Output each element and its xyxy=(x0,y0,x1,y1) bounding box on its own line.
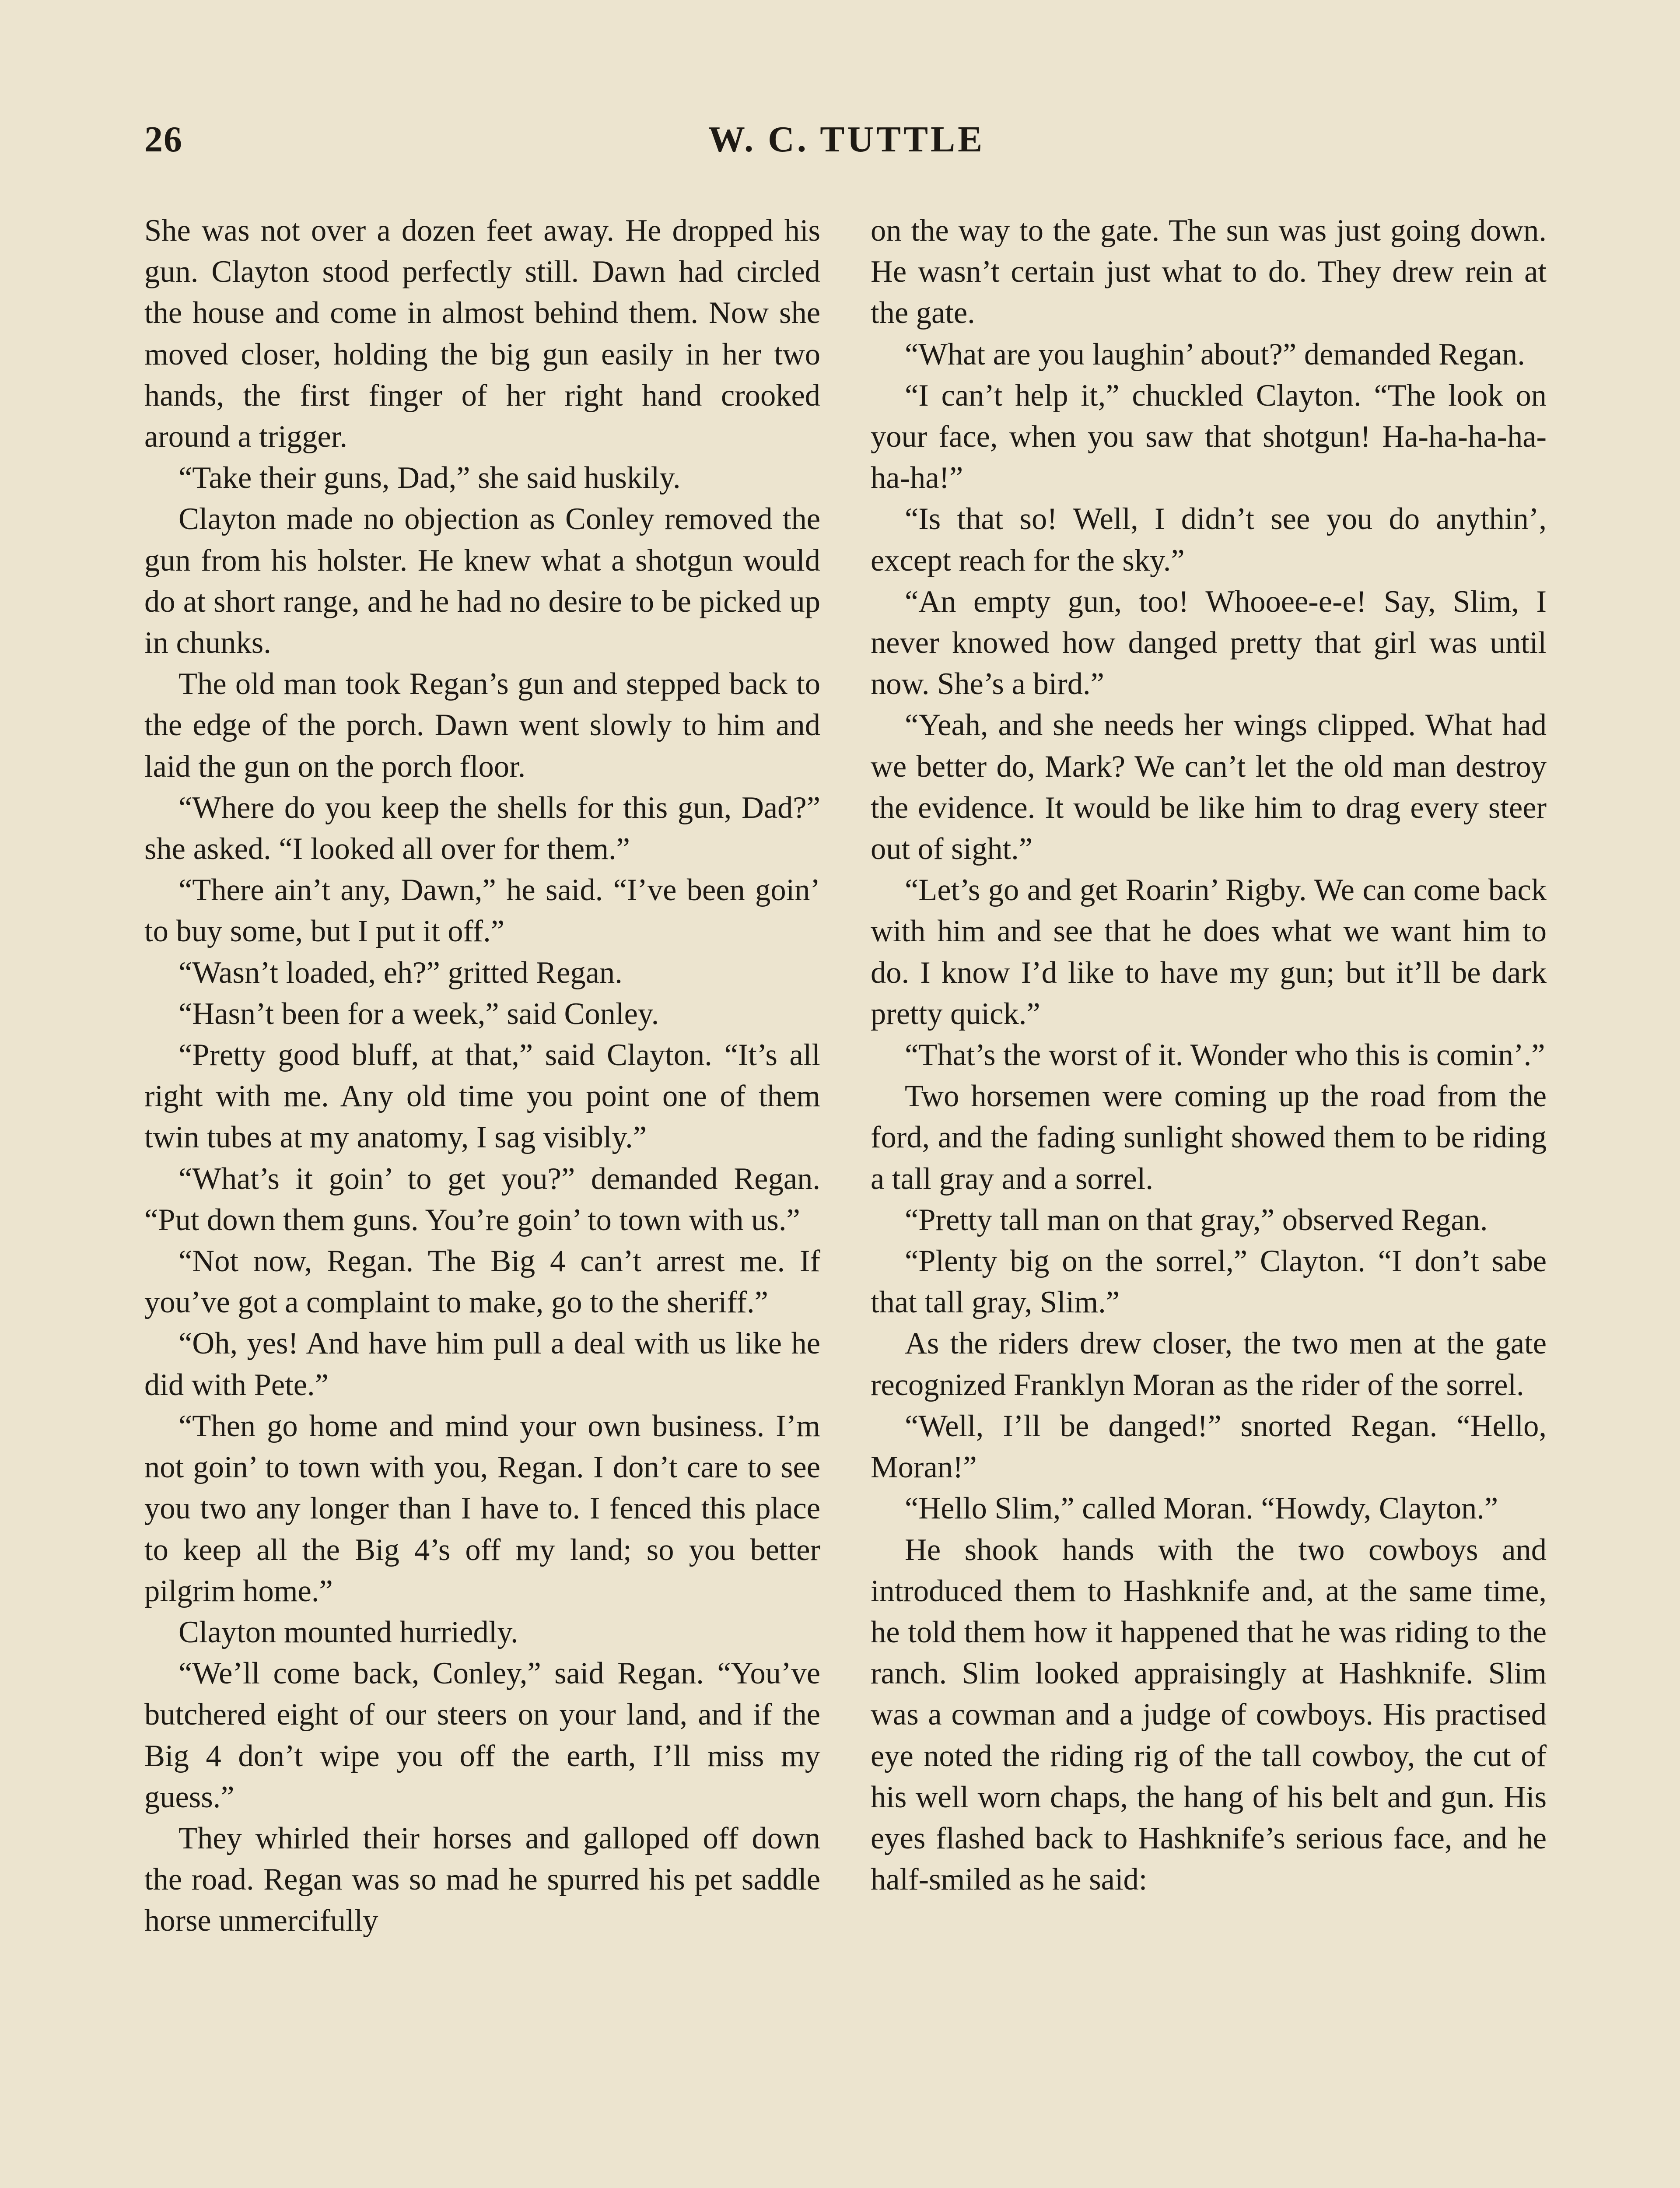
paragraph: on the way to the gate. The sun was just going down. He wasn’t certain just what to do. They drew rein at the gate. xyxy=(871,214,1547,330)
paragraph: “Plenty big on the sorrel,” Clayton. “I don’t sabe that tall gray, Slim.” xyxy=(871,1244,1547,1320)
paragraph: “Oh, yes! And have him pull a deal with us like he did with Pete.” xyxy=(144,1326,820,1402)
page-number: 26 xyxy=(144,119,183,160)
paragraph: He shook hands with the two cowboys and introduced them to Hashknife and, at the same time, he told them how it happened that he was riding to the ranch. Slim looked appraisingly at Hashknife. Slim was a cowman and a judge of cowboys. His practised eye noted the riding rig of the tall cowboy, the cut of his well worn chaps, the hang of his belt and gun. His eyes flashed back to Hashknife’s serious face, and he half-smiled as he said: xyxy=(871,1532,1547,1897)
paragraph: “There ain’t any, Dawn,” he said. “I’ve been goin’ to buy some, but I put it off.” xyxy=(144,873,820,949)
paragraph: “Yeah, and she needs her wings clipped. What had we better do, Mark? We can’t let the old man destroy the evidence. It would be like him to drag every steer out of sight.” xyxy=(871,708,1547,866)
paragraph: “Not now, Regan. The Big 4 can’t arrest me. If you’ve got a complaint to make, go to the sheriff.” xyxy=(144,1244,820,1320)
paragraph: “Hello Slim,” called Moran. “Howdy, Clayton.” xyxy=(905,1491,1498,1526)
paragraph: Two horsemen were coming up the road from the ford, and the fading sunlight showed them to be riding a tall gray and a sorrel. xyxy=(871,1079,1547,1196)
paragraph: “Take their guns, Dad,” she said huskily. xyxy=(178,461,681,495)
paragraph: “Hasn’t been for a week,” said Conley. xyxy=(178,996,659,1031)
left-column xyxy=(144,210,820,1942)
paragraph: The old man took Regan’s gun and stepped back to the edge of the porch. Dawn went slowly to him and laid the gun on the porch floor. xyxy=(144,667,820,784)
paragraph: “I can’t help it,” chuckled Clayton. “The look on your face, when you saw that shotgun! Ha-ha-ha-ha-ha-ha!” xyxy=(871,378,1547,495)
paragraph: “Well, I’ll be danged!” snorted Regan. “Hello, Moran!” xyxy=(871,1409,1547,1485)
paragraph: “Where do you keep the shells for this gun, Dad?” she asked. “I looked all over for them.” xyxy=(144,790,820,866)
paragraph: “We’ll come back, Conley,” said Regan. “You’ve butchered eight of our steers on your land, and if the Big 4 don’t wipe you off the earth, I’ll miss my guess.” xyxy=(144,1656,820,1814)
paragraph: “Is that so! Well, I didn’t see you do anythin’, except reach for the sky.” xyxy=(871,502,1547,578)
paragraph: “Pretty tall man on that gray,” observed Regan. xyxy=(905,1203,1488,1237)
paragraph: “An empty gun, too! Whooee-e-e! Say, Slim, I never knowed how danged pretty that girl was until now. She’s a bird.” xyxy=(871,584,1547,701)
paragraph: Clayton made no objection as Conley removed the gun from his holster. He knew what a shotgun would do at short range, and he had no desire to be picked up in chunks. xyxy=(144,502,820,660)
paragraph: “Then go home and mind your own business. I’m not goin’ to town with you, Regan. I don’t care to see you two any longer than I have to. I fenced this place to keep all the Big 4’s off my land; so you better pilgrim home.” xyxy=(144,1409,820,1608)
running-head: W. C. TUTTLE xyxy=(708,119,985,160)
paragraph: “What’s it goin’ to get you?” demanded Regan. “Put down them guns. You’re goin’ to town with us.” xyxy=(144,1161,820,1237)
paragraph: They whirled their horses and galloped off down the road. Regan was so mad he spurred his pet saddle horse unmercifully xyxy=(144,1821,820,1938)
paragraph: “Wasn’t loaded, eh?” gritted Regan. xyxy=(178,955,623,990)
paragraph: She was not over a dozen feet away. He dropped his gun. Clayton stood perfectly still. Dawn had circled the house and come in almost behind them. Now she moved closer, holding the big gun easily in her two hands, the first finger of her right hand crooked around a trigger. xyxy=(144,214,820,454)
paragraph: “Let’s go and get Roarin’ Rigby. We can come back with him and see that he does what we want him to do. I know I’d like to have my gun; but it’ll be dark pretty quick.” xyxy=(871,873,1547,1031)
page-header xyxy=(144,118,1549,166)
paragraph: As the riders drew closer, the two men at the gate recognized Franklyn Moran as the rider of the sorrel. xyxy=(871,1326,1547,1402)
right-column xyxy=(871,210,1547,1900)
paragraph: “That’s the worst of it. Wonder who this is comin’.” xyxy=(905,1038,1545,1073)
paragraph: “Pretty good bluff, at that,” said Clayton. “It’s all right with me. Any old time you point one of them twin tubes at my anatomy, I sag visibly.” xyxy=(144,1038,820,1155)
paragraph: “What are you laughin’ about?” demanded Regan. xyxy=(905,337,1525,372)
paragraph: Clayton mounted hurriedly. xyxy=(178,1615,518,1649)
